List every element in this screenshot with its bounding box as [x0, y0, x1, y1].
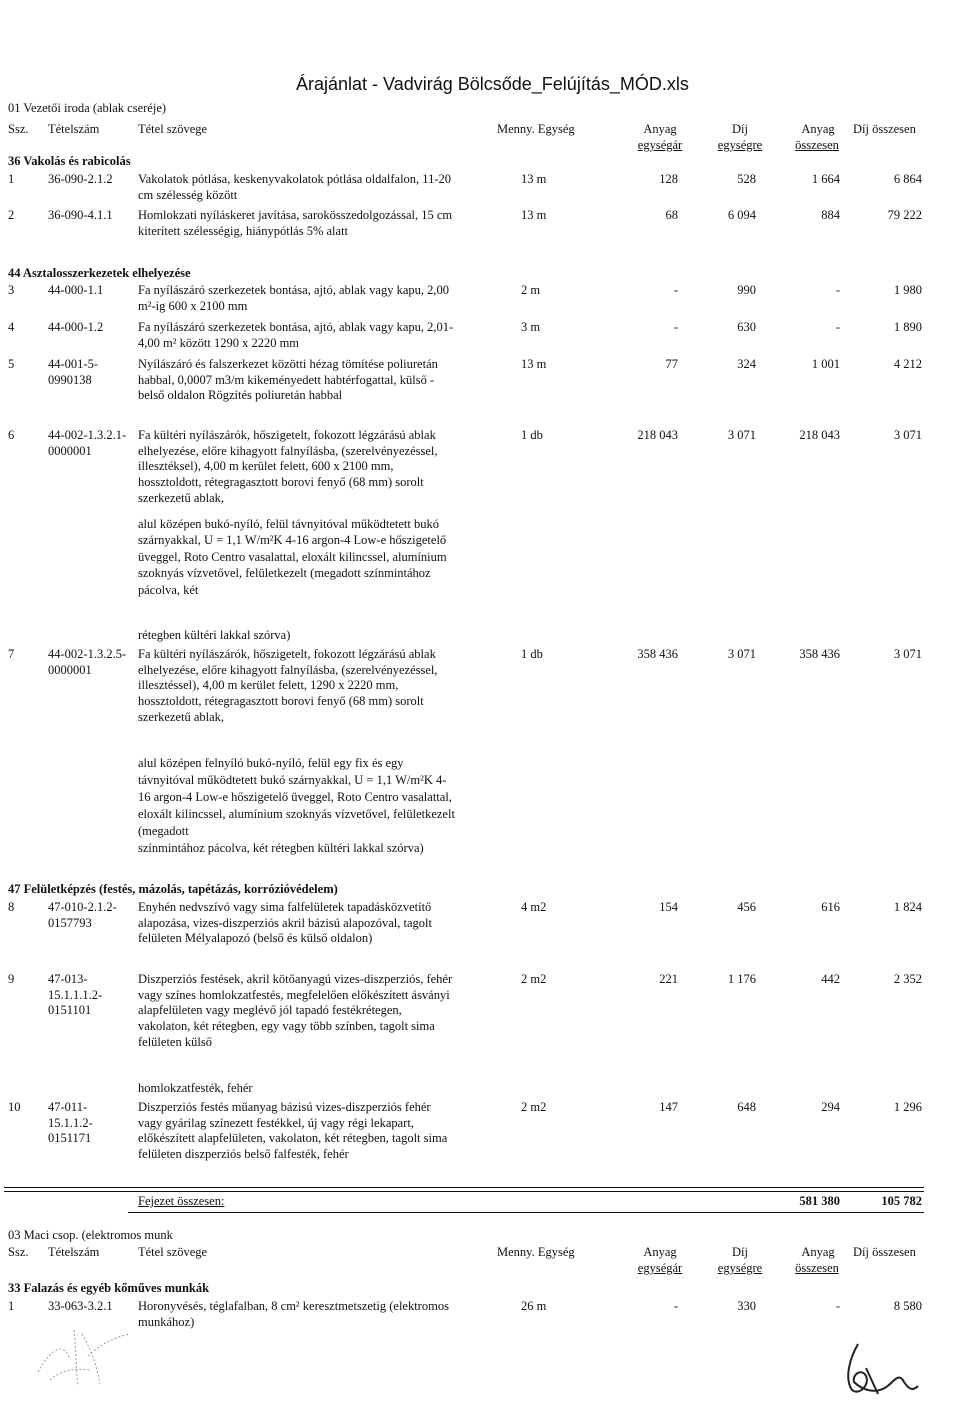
header-osszesen: összesen: [795, 138, 839, 152]
dij-osszesen: 1 824: [893, 900, 922, 914]
row-number: 8: [8, 900, 15, 914]
anyag-egysegar: -: [673, 1299, 678, 1313]
anyag-egysegar: 218 043: [637, 428, 678, 442]
dij-egysegre: 330: [737, 1299, 756, 1313]
item-quantity: 26 m: [521, 1299, 547, 1313]
chapter-total-anyag: 581 380: [799, 1194, 840, 1208]
header-ssz: Ssz.: [8, 122, 29, 136]
row-number: 3: [8, 283, 15, 297]
anyag-osszesen: 1 664: [811, 172, 840, 186]
anyag-egysegar: 128: [659, 172, 678, 186]
header-anyag-osszesen: Anyag: [801, 1245, 835, 1259]
header-anyag: Anyag: [643, 122, 677, 136]
item-quantity: 13 m: [521, 172, 547, 186]
anyag-egysegar: -: [673, 283, 678, 297]
anyag-egysegar: 77: [665, 357, 678, 371]
item-code: 44-002-1.3.2.5- 0000001: [48, 647, 127, 677]
anyag-osszesen: 218 043: [799, 428, 840, 442]
row-number: 10: [8, 1100, 21, 1114]
group-heading: 47 Felületképzés (festés, mázolás, tapétázás, korrózióvédelem): [8, 882, 338, 896]
item-description-continued: alul középen felnyíló bukó-nyíló, felül egy fix és egy távnyitóval működtetett bukó szárnyakkal, U = 1,1 W/m²K 4- 16 argon-4 Low-e hőszigetelő üveggel, Roto Centro vasalattal, eloxált kilincssel, alumínium szoknyás vízvetővel, felületkezelt (megadott színmintához pácolva, két rétegben kültéri lakkal szórva): [138, 756, 455, 855]
header-egysegre: egységre: [717, 138, 763, 152]
item-quantity: 2 m: [521, 283, 541, 297]
header-tetelszam: Tételszám: [48, 122, 100, 136]
item-description: Nyílászáró és falszerkezet közötti hézag tömítése poliuretán habbal, 0,0007 m3/m kikeményedett habtérfogattal, külső - belső oldalon Rögzítés poliuretán habbal: [138, 357, 438, 403]
dij-osszesen: 2 352: [893, 972, 922, 986]
header-egysegar: egységár: [637, 1261, 683, 1275]
item-description: Horonyvésés, téglafalban, 8 cm² keresztmetszetig (elektromos munkához): [138, 1299, 449, 1329]
row-number: 5: [8, 357, 15, 371]
anyag-osszesen: -: [835, 1299, 840, 1313]
header-tetel-szovege: Tétel szövege: [138, 122, 208, 136]
anyag-osszesen: 294: [821, 1100, 840, 1114]
header-dij: Díj: [732, 122, 748, 136]
dij-egysegre: 6 094: [727, 208, 756, 222]
page-title: Árajánlat - Vadvirág Bölcsőde_Felújítás_MÓD.xls: [296, 74, 689, 94]
row-number: 9: [8, 972, 15, 986]
row-number: 1: [8, 172, 15, 186]
dij-osszesen: 3 071: [893, 428, 922, 442]
group-heading: 36 Vakolás és rabicolás: [8, 154, 131, 168]
anyag-osszesen: 442: [821, 972, 840, 986]
item-description: Fa kültéri nyílászárók, hőszigetelt, fokozott légzárású ablak elhelyezése, előre kihagyott falnyílásba, (szerelvényezéssel, illesztéssel), 4,00 m kerület felett, 1290 x 2220 mm, hossztoldott, rétegragasztott borovi fenyő (68 mm) sorolt szerkezetű ablak,: [138, 647, 438, 724]
section-title: 03 Maci csop. (elektromos munk: [8, 1228, 173, 1242]
header-ssz: Ssz.: [8, 1245, 29, 1259]
item-description: Enyhén nedvszívó vagy sima falfelületek tapadásközvetítő alapozása, vizes-diszperziós akril bázisú alapozóval, tagolt felületen Mélyalapozó (belső és külső oldalon): [138, 900, 432, 946]
dij-osszesen: 79 222: [887, 208, 922, 222]
dij-osszesen: 3 071: [893, 647, 922, 661]
dij-egysegre: 3 071: [727, 647, 756, 661]
section-title: 01 Vezetői iroda (ablak cseréje): [8, 101, 167, 115]
item-description: Homlokzati nyíláskeret javítása, sarokösszedolgozással, 15 cm kiterített szélességig, hiánypótlás 5% alatt: [138, 208, 453, 238]
header-dij-osszesen: Díj összesen: [853, 122, 916, 136]
chapter-total-label: Fejezet összesen:: [138, 1194, 225, 1208]
divider: [4, 1187, 924, 1188]
item-code: 44-000-1.2: [48, 320, 104, 334]
item-quantity: 2 m2: [521, 1100, 547, 1114]
dij-egysegre: 3 071: [727, 428, 756, 442]
header-egysegre: egységre: [717, 1261, 763, 1275]
item-code: 47-011- 15.1.1.2- 0151171: [48, 1100, 93, 1146]
anyag-osszesen: -: [835, 320, 840, 334]
item-code: 36-090-4.1.1: [48, 208, 113, 222]
item-code: 33-063-3.2.1: [48, 1299, 113, 1313]
dij-egysegre: 648: [737, 1100, 756, 1114]
header-menny-egyseg: Menny. Egység: [497, 122, 575, 136]
dij-egysegre: 990: [737, 283, 756, 297]
item-code: 44-001-5- 0990138: [48, 357, 98, 387]
header-dij: Díj: [732, 1245, 748, 1259]
item-description: Diszperziós festések, akril kötőanyagú vizes-diszperziós, fehér vagy színes homlokzatfestés, megfelelően előkészített ásványi alapfelületen vagy meglévő jól tapadó festékrétegen, vakolaton, két rétegben, egy vagy több színben, tagolt sima felületen külső: [138, 972, 453, 1049]
header-tetelszam: Tételszám: [48, 1245, 100, 1259]
item-code: 47-013- 15.1.1.1.2- 0151101: [48, 972, 103, 1018]
item-description-continued: rétegben kültéri lakkal szórva): [138, 628, 291, 642]
item-quantity: 13 m: [521, 208, 547, 222]
signature-initials: [838, 1338, 938, 1402]
item-quantity: 3 m: [521, 320, 541, 334]
group-heading: 33 Falazás és egyéb kőműves munkák: [8, 1281, 210, 1295]
item-description-continued: alul középen bukó-nyíló, felül távnyitóval működtetett bukó szárnyakkal, U = 1,1 W/m²K 4-16 argon-4 Low-e hőszigetelő üveggel, Roto Centro vasalattal, eloxált kilincssel, alumínium szoknyás vízvetővel, felületkezelt (megadott színmintához pácolva, két: [138, 517, 447, 597]
header-dij-osszesen: Díj összesen: [853, 1245, 916, 1259]
group-heading: 44 Asztalosszerkezetek elhelyezése: [8, 266, 191, 280]
item-quantity: 13 m: [521, 357, 547, 371]
item-description: Fa kültéri nyílászárók, hőszigetelt, fokozott légzárású ablak elhelyezése, előre kihagyott falnyílásba, (szerelvényezéssel, illesztéksel), 4,00 m kerület felett, 600 x 2100 mm, hossztoldott, rétegragasztott borovi fenyő (68 mm) sorolt szerkezetű ablak,: [138, 428, 438, 505]
header-anyag-osszesen: Anyag: [801, 122, 835, 136]
item-quantity: 2 m2: [521, 972, 547, 986]
dij-osszesen: 1 296: [893, 1100, 922, 1114]
dij-osszesen: 6 864: [893, 172, 922, 186]
anyag-egysegar: 147: [659, 1100, 678, 1114]
header-egysegar: egységár: [637, 138, 683, 152]
divider: [4, 1191, 924, 1192]
dij-egysegre: 630: [737, 320, 756, 334]
item-code: 36-090-2.1.2: [48, 172, 113, 186]
item-code: 44-002-1.3.2.1- 0000001: [48, 428, 127, 458]
dij-osszesen: 8 580: [893, 1299, 922, 1313]
item-quantity: 4 m2: [521, 900, 547, 914]
item-code: 47-010-2.1.2- 0157793: [48, 900, 117, 930]
item-description: Diszperziós festés műanyag bázisú vizes-diszperziós fehér vagy gyárilag színezett festékkel, új vagy régi lekapart, előkészített alapfelületen, vakolaton, két rétegben, tagolt sima felületen diszperziós belső falfesték, fehér: [138, 1100, 448, 1161]
anyag-osszesen: 884: [821, 208, 840, 222]
row-number: 1: [8, 1299, 15, 1313]
row-number: 6: [8, 428, 15, 442]
item-quantity: 1 db: [521, 428, 543, 442]
anyag-osszesen: 616: [821, 900, 840, 914]
item-description: Fa nyílászáró szerkezetek bontása, ajtó, ablak vagy kapu, 2,00 m²-ig 600 x 2100 mm: [138, 283, 449, 313]
row-number: 7: [8, 647, 15, 661]
item-description: Fa nyílászáró szerkezetek bontása, ajtó, ablak vagy kapu, 2,01- 4,00 m² között 1290 x 2220 mm: [138, 320, 454, 350]
divider: [128, 1212, 924, 1213]
anyag-osszesen: -: [835, 283, 840, 297]
dij-osszesen: 1 980: [893, 283, 922, 297]
header-tetel-szovege: Tétel szövege: [138, 1245, 208, 1259]
dij-egysegre: 456: [737, 900, 756, 914]
item-description-continued: homlokzatfesték, fehér: [138, 1081, 253, 1095]
anyag-egysegar: -: [673, 320, 678, 334]
anyag-egysegar: 221: [659, 972, 678, 986]
dij-egysegre: 528: [737, 172, 756, 186]
row-number: 4: [8, 320, 15, 334]
chapter-total-dij: 105 782: [881, 1194, 922, 1208]
header-osszesen: összesen: [795, 1261, 839, 1275]
anyag-egysegar: 68: [665, 208, 678, 222]
signature-left: [30, 1310, 140, 1390]
dij-osszesen: 4 212: [893, 357, 922, 371]
anyag-egysegar: 154: [659, 900, 678, 914]
dij-egysegre: 324: [737, 357, 756, 371]
dij-egysegre: 1 176: [727, 972, 756, 986]
dij-osszesen: 1 890: [893, 320, 922, 334]
item-description: Vakolatok pótlása, keskenyvakolatok pótlása oldalfalon, 11-20 cm szélesség között: [138, 172, 452, 202]
anyag-osszesen: 358 436: [799, 647, 840, 661]
header-anyag: Anyag: [643, 1245, 677, 1259]
item-quantity: 1 db: [521, 647, 543, 661]
header-menny-egyseg: Menny. Egység: [497, 1245, 575, 1259]
anyag-egysegar: 358 436: [637, 647, 678, 661]
row-number: 2: [8, 208, 15, 222]
anyag-osszesen: 1 001: [811, 357, 840, 371]
item-code: 44-000-1.1: [48, 283, 104, 297]
